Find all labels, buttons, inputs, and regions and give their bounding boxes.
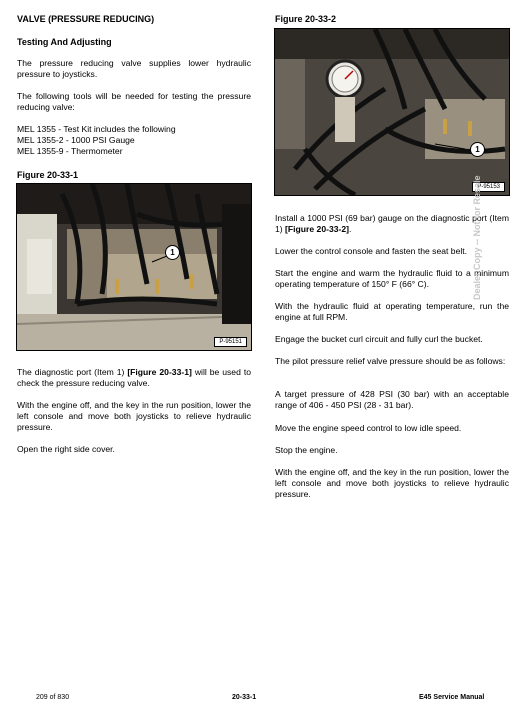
figure-1-callout: 1 xyxy=(165,245,180,260)
dealer-copy-watermark: Dealer Copy -- Not for Resale xyxy=(472,175,482,300)
paragraph-lower-console: Lower the control console and fasten the seat belt. xyxy=(275,246,468,256)
tools-list-item: MEL 1355-2 - 1000 PSI Gauge xyxy=(17,135,135,145)
footer-page-count: 209 of 830 xyxy=(36,694,70,701)
figure-1-photo xyxy=(16,183,252,351)
figure-2-photo-number: P-95153 xyxy=(472,182,505,192)
paragraph-tools-intro: The following tools will be needed for testing the pressure reducing valve: xyxy=(17,91,251,112)
paragraph-open-cover: Open the right side cover. xyxy=(17,444,115,454)
figure-2-label: Figure 20-33-2 xyxy=(275,14,337,24)
text: The diagnostic port (Item 1) xyxy=(17,367,128,377)
paragraph-full-rpm: With the hydraulic fluid at operating temperature, run the engine at full RPM. xyxy=(275,301,509,322)
text: Install a 1000 PSI (69 bar) gauge on the diagnostic port (Item 1) xyxy=(275,213,509,234)
paragraph-diagnostic-port xyxy=(17,367,251,389)
tools-list-item: MEL 1355-9 - Thermometer xyxy=(17,146,123,156)
tools-list-item: MEL 1355 - Test Kit includes the following xyxy=(17,124,176,134)
figure-2-callout: 1 xyxy=(470,142,485,157)
footer-section-number: 20-33-1 xyxy=(232,694,257,701)
figure-1-photo-number: P-95151 xyxy=(214,337,247,347)
paragraph-relieve-pressure: With the engine off, and the key in the run position, lower the left console and move both joysticks to relieve hydraulic pressure. xyxy=(17,400,251,432)
section-subtitle: Testing And Adjusting xyxy=(17,37,112,47)
figure-1-label: Figure 20-33-1 xyxy=(17,170,79,180)
paragraph-target-pressure: A target pressure of 428 PSI (30 bar) with an acceptable range of 406 - 450 PSI (28 - 31 bar). xyxy=(275,389,509,410)
tools-list xyxy=(17,124,176,157)
paragraph-stop-engine: Stop the engine. xyxy=(275,445,338,455)
figure-ref: [Figure 20-33-1] xyxy=(127,367,192,377)
engine-bay-illustration xyxy=(17,184,251,350)
paragraph-start-engine: Start the engine and warm the hydraulic fluid to a minimum operating temperature of 150° F (66° C). xyxy=(275,268,509,289)
paragraph-curl-bucket: Engage the bucket curl circuit and fully curl the bucket. xyxy=(275,334,483,344)
footer-manual-title: E45 Service Manual xyxy=(419,694,485,701)
paragraph-low-idle: Move the engine speed control to low idle speed. xyxy=(275,423,462,433)
section-title: VALVE (PRESSURE REDUCING) xyxy=(17,14,155,24)
paragraph-relieve-pressure-final: With the engine off, and the key in the run position, lower the left console and move both joysticks to relieve hydraulic pressure. xyxy=(275,467,509,499)
paragraph-intro: The pressure reducing valve supplies lower hydraulic pressure to joysticks. xyxy=(17,58,251,79)
figure-ref: [Figure 20-33-2] xyxy=(285,224,350,234)
text: will be used to check the pressure reducing valve. xyxy=(17,367,251,388)
paragraph-relief-pressure: The pilot pressure relief valve pressure should be as follows: xyxy=(275,356,506,366)
text: . xyxy=(349,224,352,234)
